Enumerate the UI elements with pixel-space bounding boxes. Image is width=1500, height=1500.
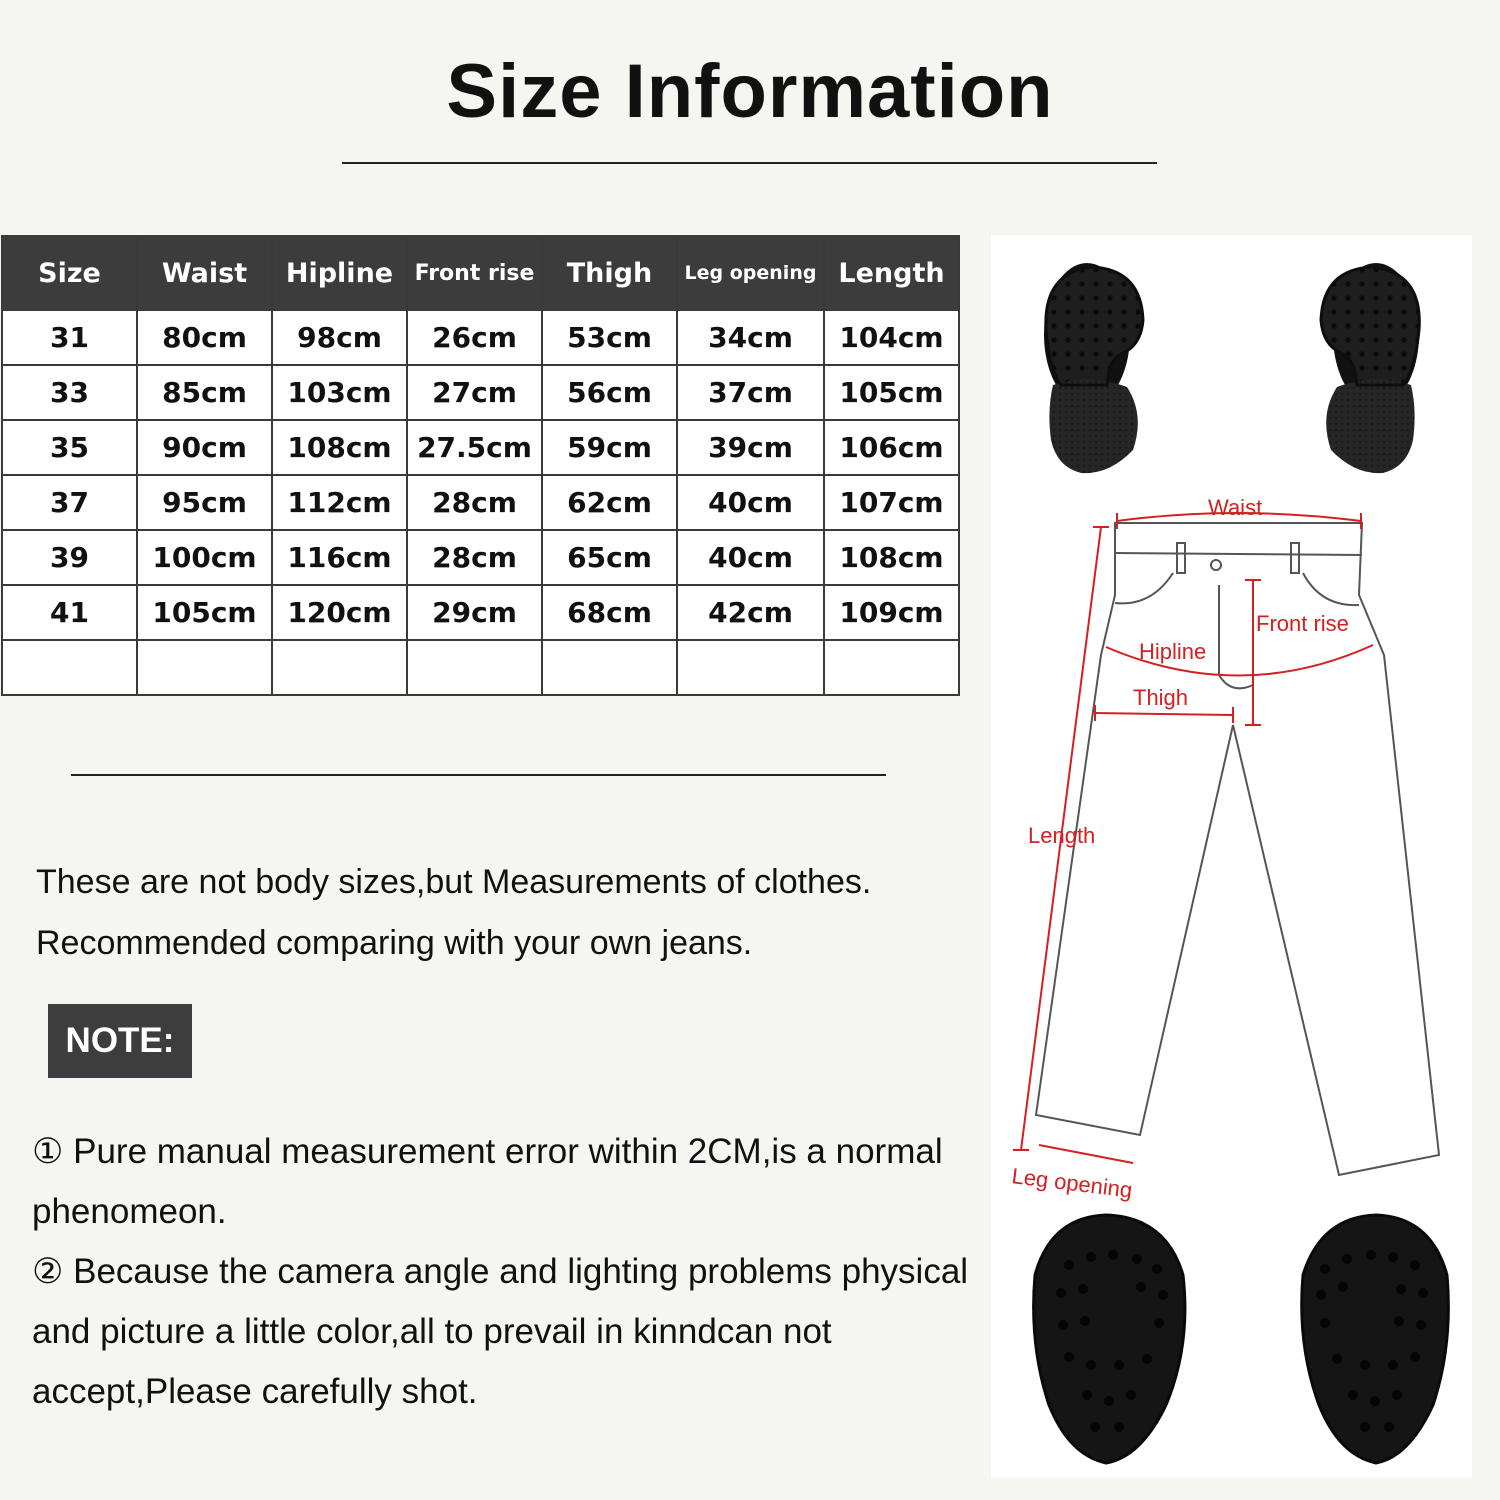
table-cell: 85cm	[137, 365, 272, 420]
table-row-empty	[2, 640, 959, 695]
table-header-row	[2, 236, 959, 310]
diagram-label-length: Length	[1028, 823, 1096, 848]
hip-pad-right-icon	[1321, 263, 1419, 473]
table-cell: 39	[2, 530, 137, 585]
table-cell: 40cm	[677, 530, 824, 585]
note-item: ② Because the camera angle and lighting problems physical and picture a little color,all to prevail in kinndcan not accept,Please carefully shot.	[32, 1252, 969, 1411]
table-cell: 37cm	[677, 365, 824, 420]
column-header-hipline: Hipline	[272, 236, 407, 310]
page-title: Size Information	[446, 49, 1054, 134]
table-cell: 27.5cm	[407, 420, 542, 475]
table-cell: 28cm	[407, 530, 542, 585]
table-cell: 108cm	[824, 530, 959, 585]
knee-pad-right-icon	[1302, 1215, 1449, 1463]
table-cell: 106cm	[824, 420, 959, 475]
table-cell: 40cm	[677, 475, 824, 530]
table-cell: 37	[2, 475, 137, 530]
table-cell: 109cm	[824, 585, 959, 640]
diagram-label-thigh: Thigh	[1133, 685, 1189, 710]
table-cell: 103cm	[272, 365, 407, 420]
intro-text	[36, 852, 976, 974]
table-cell: 80cm	[137, 310, 272, 365]
table-cell: 53cm	[542, 310, 677, 365]
table-cell: 68cm	[542, 585, 677, 640]
note-item: ① Pure manual measurement error within 2CM,is a normal phenomeon.	[32, 1132, 943, 1231]
table-row	[2, 365, 959, 420]
measurement-diagram	[991, 235, 1472, 1478]
table-cell: 42cm	[677, 585, 824, 640]
table-cell	[824, 640, 959, 695]
title-divider	[342, 162, 1157, 164]
diagram-label-front-rise: Front rise	[1256, 611, 1349, 636]
table-cell	[272, 640, 407, 695]
table-cell: 28cm	[407, 475, 542, 530]
table-cell: 35	[2, 420, 137, 475]
table-cell: 104cm	[824, 310, 959, 365]
intro-line: These are not body sizes,but Measurements of clothes.	[36, 863, 872, 901]
table-cell: 27cm	[407, 365, 542, 420]
table-cell: 105cm	[137, 585, 272, 640]
diagram-svg	[991, 235, 1472, 1478]
table-cell: 39cm	[677, 420, 824, 475]
table-cell	[677, 640, 824, 695]
table-cell	[407, 640, 542, 695]
table-row	[2, 585, 959, 640]
table-row	[2, 530, 959, 585]
table-cell: 120cm	[272, 585, 407, 640]
table-cell: 105cm	[824, 365, 959, 420]
knee-pad-left-icon	[1034, 1215, 1185, 1463]
table-cell: 98cm	[272, 310, 407, 365]
table-cell: 95cm	[137, 475, 272, 530]
table-cell	[137, 640, 272, 695]
table-cell: 34cm	[677, 310, 824, 365]
table-cell: 116cm	[272, 530, 407, 585]
table-row	[2, 310, 959, 365]
column-header-front-rise: Front rise	[407, 236, 542, 310]
intro-line: Recommended comparing with your own jeans.	[36, 924, 753, 962]
pants-outline-icon	[1036, 523, 1439, 1175]
table-row	[2, 475, 959, 530]
note-badge: NOTE:	[48, 1004, 192, 1078]
hip-pad-left-icon	[1044, 263, 1143, 473]
table-cell: 33	[2, 365, 137, 420]
section-divider	[71, 774, 886, 776]
table-cell: 90cm	[137, 420, 272, 475]
table-cell: 100cm	[137, 530, 272, 585]
table-cell	[542, 640, 677, 695]
table-cell: 59cm	[542, 420, 677, 475]
diagram-label-leg-opening: Leg opening	[1010, 1163, 1134, 1203]
table-cell: 56cm	[542, 365, 677, 420]
diagram-label-waist: Waist	[1208, 495, 1263, 520]
column-header-length: Length	[824, 236, 959, 310]
column-header-size: Size	[2, 236, 137, 310]
column-header-leg-opening: Leg opening	[677, 236, 824, 310]
table-cell: 112cm	[272, 475, 407, 530]
table-cell: 41	[2, 585, 137, 640]
table-row	[2, 420, 959, 475]
table-cell	[2, 640, 137, 695]
table-cell: 65cm	[542, 530, 677, 585]
table-cell: 62cm	[542, 475, 677, 530]
size-table	[1, 235, 960, 696]
note-list	[32, 1122, 982, 1422]
column-header-thigh: Thigh	[542, 236, 677, 310]
table-cell: 31	[2, 310, 137, 365]
table-cell: 29cm	[407, 585, 542, 640]
diagram-label-hipline: Hipline	[1139, 639, 1207, 664]
table-cell: 108cm	[272, 420, 407, 475]
table-cell: 26cm	[407, 310, 542, 365]
column-header-waist: Waist	[137, 236, 272, 310]
table-cell: 107cm	[824, 475, 959, 530]
